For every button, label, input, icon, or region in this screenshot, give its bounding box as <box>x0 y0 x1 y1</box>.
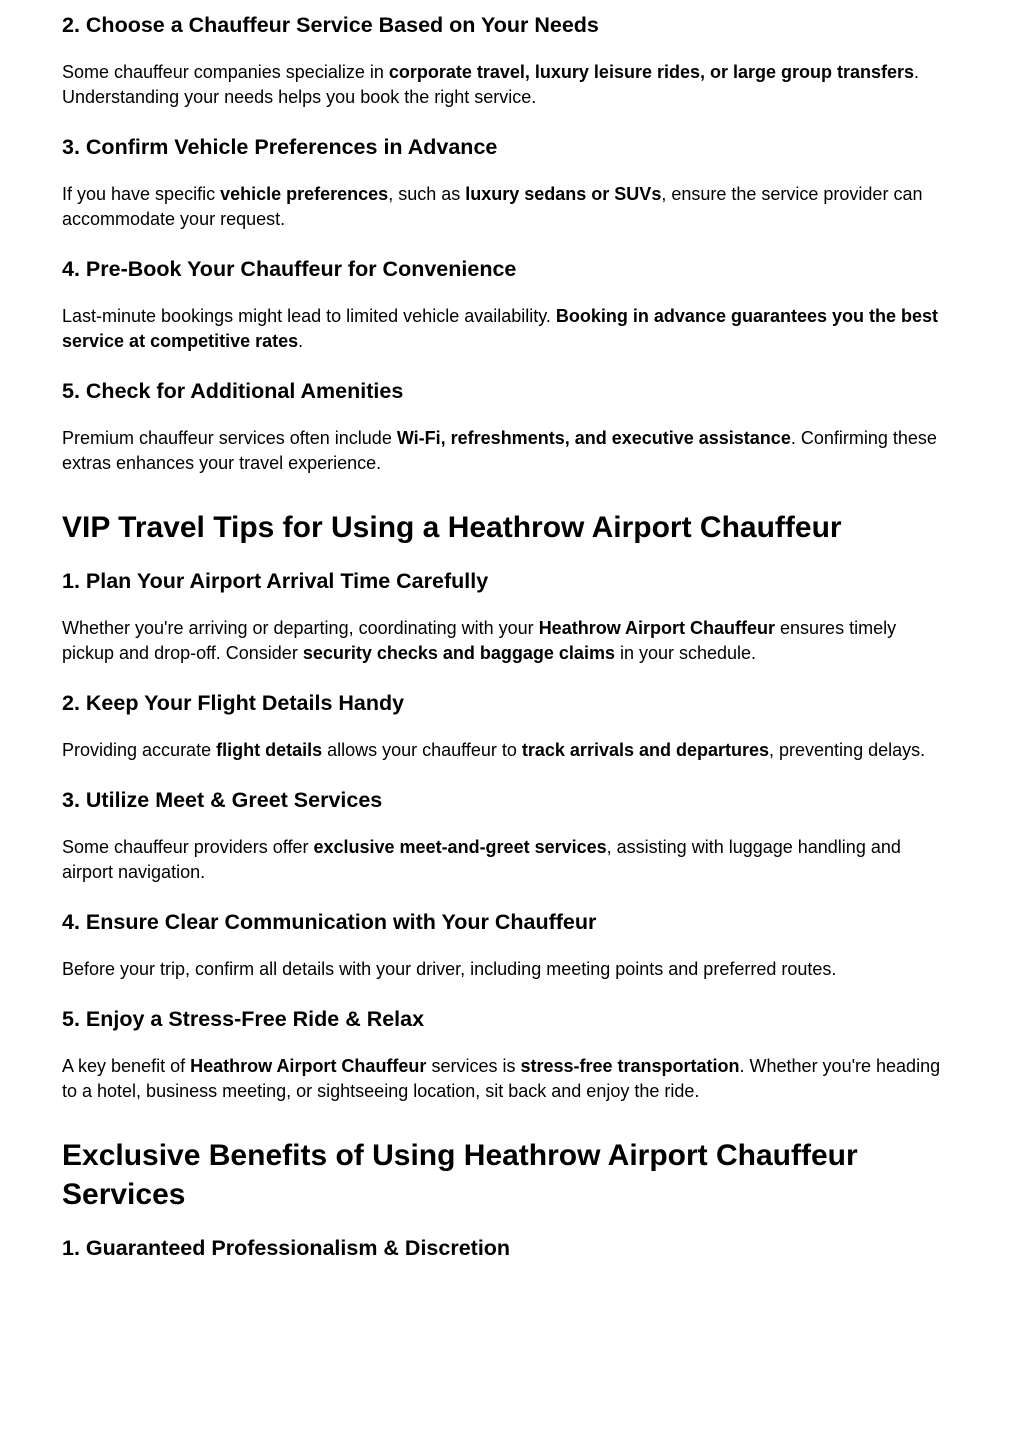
section-heading: 3. Utilize Meet & Greet Services <box>62 788 383 812</box>
bold-text-run: flight details <box>216 740 323 760</box>
bold-text-run: track arrivals and departures <box>521 740 770 760</box>
text-run: allows your chauffeur to <box>322 740 522 760</box>
bold-text-run: Booking in advance guarantees you the best service at competitive rates <box>62 306 939 351</box>
paragraph <box>62 426 952 476</box>
bold-text-run: Wi-Fi, refreshments, and executive assistance <box>396 428 791 448</box>
text-run: . Whether you're heading to a hotel, business meeting, or sightseeing location, sit back and enjoy the ride. <box>62 1056 941 1101</box>
paragraph <box>62 957 952 982</box>
text-run: Some chauffeur providers offer <box>62 837 314 857</box>
text-run: ensures timely pickup and drop-off. Consider <box>62 618 897 663</box>
bold-text-run: vehicle preferences <box>220 184 389 204</box>
bold-text-run: Heathrow Airport Chauffeur <box>190 1056 427 1076</box>
section-heading: 5. Enjoy a Stress-Free Ride & Relax <box>62 1007 425 1031</box>
text-run: , assisting with luggage handling and airport navigation. <box>62 837 901 882</box>
text-run: , ensure the service provider can accommodate your request. <box>62 184 923 229</box>
text-run: . Confirming these extras enhances your travel experience. <box>62 428 937 473</box>
section-heading: 2. Keep Your Flight Details Handy <box>62 691 405 715</box>
paragraph <box>62 304 952 354</box>
paragraph <box>62 738 952 763</box>
bold-text-run: Heathrow Airport Chauffeur <box>538 618 776 638</box>
text-run: Whether you're arriving or departing, coordinating with your <box>62 618 539 638</box>
text-run: A key benefit of <box>62 1056 191 1076</box>
bold-text-run: luxury sedans or SUVs <box>465 184 662 204</box>
text-run: Last-minute bookings might lead to limited vehicle availability. <box>62 306 556 326</box>
bold-text-run: stress-free transportation <box>520 1056 740 1076</box>
text-run: services is <box>426 1056 521 1076</box>
section-heading: 5. Check for Additional Amenities <box>62 379 404 403</box>
text-run: Before your trip, confirm all details with your driver, including meeting points and preferred routes. <box>62 959 837 979</box>
main-heading: VIP Travel Tips for Using a Heathrow Airport Chauffeur <box>62 511 842 544</box>
text-run: in your schedule. <box>614 643 757 663</box>
paragraph <box>62 835 952 885</box>
text-run: . <box>298 331 304 351</box>
section-heading: 4. Pre-Book Your Chauffeur for Convenience <box>62 257 517 281</box>
paragraph <box>62 60 952 110</box>
text-run: Providing accurate <box>62 740 217 760</box>
text-run: . Understanding your needs helps you book the right service. <box>62 62 920 107</box>
text-run: If you have specific <box>62 184 221 204</box>
section-heading: 2. Choose a Chauffeur Service Based on Your Needs <box>62 13 599 37</box>
section-heading: 3. Confirm Vehicle Preferences in Advance <box>62 135 498 159</box>
bold-text-run: exclusive meet-and-greet services <box>313 837 607 857</box>
paragraph <box>62 182 952 232</box>
section-heading: 1. Guaranteed Professionalism & Discretion <box>62 1236 511 1260</box>
bold-text-run: corporate travel, luxury leisure rides, or large group transfers <box>388 62 915 82</box>
paragraph <box>62 1054 952 1104</box>
section-heading: 4. Ensure Clear Communication with Your Chauffeur <box>62 910 597 934</box>
main-heading: Exclusive Benefits of Using Heathrow Airport Chauffeur Services <box>62 1139 858 1211</box>
paragraph <box>62 616 952 666</box>
text-run: , preventing delays. <box>769 740 926 760</box>
text-run: Premium chauffeur services often include <box>62 428 397 448</box>
text-run: Some chauffeur companies specialize in <box>62 62 389 82</box>
text-run: , such as <box>388 184 466 204</box>
section-heading: 1. Plan Your Airport Arrival Time Carefully <box>62 569 489 593</box>
bold-text-run: security checks and baggage claims <box>302 643 615 663</box>
